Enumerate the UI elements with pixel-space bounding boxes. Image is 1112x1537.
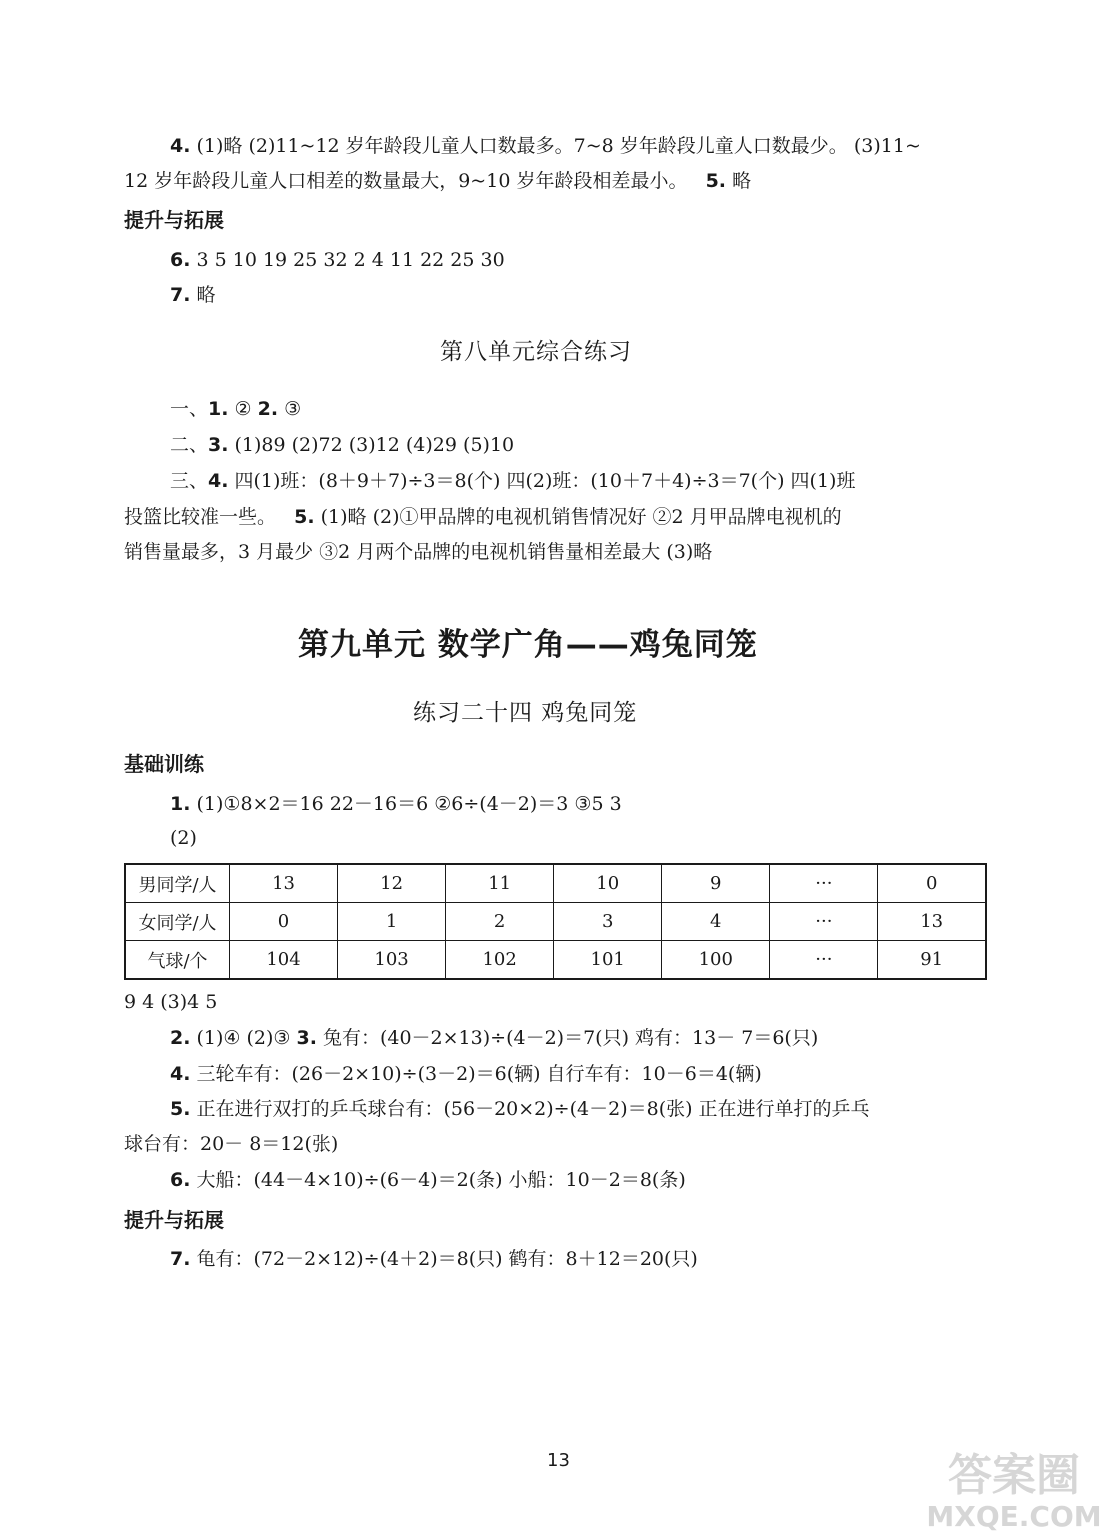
- table-cell: 11: [446, 864, 554, 903]
- watermark-logo: [920, 1440, 1108, 1532]
- table-cell: 2: [446, 903, 554, 941]
- section-heading-basic: 基础训练: [124, 752, 204, 776]
- unit8-part2: 二、3. (1)89 (2)72 (3)12 (4)29 (5)10: [170, 434, 515, 456]
- table-row-label: 气球/个: [125, 941, 230, 980]
- answer-line-4: 4. (1)略 (2)11~12 岁年龄段儿童人口数最多。7~8 岁年龄段儿童人口数最少。 (3)11~: [170, 135, 921, 157]
- table-cell: 13: [878, 903, 986, 941]
- table-row: [125, 941, 986, 980]
- table-cell: 1: [338, 903, 446, 941]
- table-cell: 0: [230, 903, 338, 941]
- table-cell: 102: [446, 941, 554, 980]
- table-cell: 9: [662, 864, 770, 903]
- table-row: [125, 903, 986, 941]
- unit8-part3-cont: 投篮比较准一些。 5. (1)略 (2)①甲品牌的电视机销售情况好 ②2 月甲品牌电视机的: [124, 506, 842, 528]
- table-cell: 91: [878, 941, 986, 980]
- unit9-title: 第九单元 数学广角——鸡兔同笼: [298, 627, 758, 663]
- table-cell: 104: [230, 941, 338, 980]
- table-cell: 10: [554, 864, 662, 903]
- table-cell: ···: [770, 903, 878, 941]
- table-row-label: 女同学/人: [125, 903, 230, 941]
- unit8-title: 第八单元综合练习: [440, 339, 632, 365]
- question-4: 4. 三轮车有：(26－2×10)÷(3－2)＝6(辆) 自行车有：10－6＝4(辆): [170, 1063, 762, 1085]
- section-heading-extension-2: 提升与拓展: [124, 1208, 224, 1232]
- table-cell: 101: [554, 941, 662, 980]
- table-cell: ···: [770, 864, 878, 903]
- question-7: 7. 龟有：(72－2×12)÷(4＋2)＝8(只) 鹤有：8＋12＝20(只): [170, 1248, 698, 1270]
- table-cell: 4: [662, 903, 770, 941]
- unit8-part3: 三、4. 四(1)班：(8＋9＋7)÷3＝8(个) 四(2)班：(10＋7＋4)÷3＝7(个) 四(1)班: [170, 470, 856, 492]
- boys-girls-balloons-table: [124, 863, 987, 980]
- table-cell: 100: [662, 941, 770, 980]
- table-cell: 3: [554, 903, 662, 941]
- question-5: 5. 正在进行双打的乒乓球台有：(56－20×2)÷(4－2)＝8(张) 正在进行单打的乒乓: [170, 1098, 870, 1120]
- exercise-title: 练习二十四 鸡兔同笼: [413, 700, 638, 726]
- unit8-part3-cont2: 销售量最多，3 月最少 ③2 月两个品牌的电视机销售量相差最大 (3)略: [124, 541, 713, 563]
- table-cell: ···: [770, 941, 878, 980]
- answer-line-7: 7. 略: [170, 284, 216, 306]
- answer-line-6: 6. 3 5 10 19 25 32 2 4 11 22 25 30: [170, 249, 505, 271]
- question-5-cont: 球台有：20－ 8＝12(张): [124, 1133, 339, 1155]
- answer-after-table: 9 4 (3)4 5: [124, 991, 218, 1013]
- question-1-part2-label: (2): [170, 827, 197, 849]
- answer-line-4-cont: 12 岁年龄段儿童人口相差的数量最大，9~10 岁年龄段相差最小。 5. 略: [124, 170, 752, 192]
- question-2-3: 2. (1)④ (2)③ 3. 兔有：(40－2×13)÷(4－2)＝7(只) 鸡有：13－ 7＝6(只): [170, 1027, 819, 1049]
- table-cell: 0: [878, 864, 986, 903]
- watermark-top: 答案圈: [948, 1450, 1080, 1501]
- table-cell: 13: [230, 864, 338, 903]
- table-cell: 103: [338, 941, 446, 980]
- question-6: 6. 大船：(44－4×10)÷(6－4)＝2(条) 小船：10－2＝8(条): [170, 1169, 686, 1191]
- question-1-part1: 1. (1)①8×2＝16 22－16＝6 ②6÷(4－2)＝3 ③5 3: [170, 793, 622, 815]
- section-heading-extension: 提升与拓展: [124, 208, 224, 232]
- page-number: 13: [547, 1450, 570, 1471]
- table-cell: 12: [338, 864, 446, 903]
- table-row: [125, 864, 986, 903]
- unit8-part1: 一、1. ② 2. ③: [170, 398, 302, 420]
- table-row-label: 男同学/人: [125, 864, 230, 903]
- watermark-bottom: MXQE.COM: [926, 1500, 1102, 1532]
